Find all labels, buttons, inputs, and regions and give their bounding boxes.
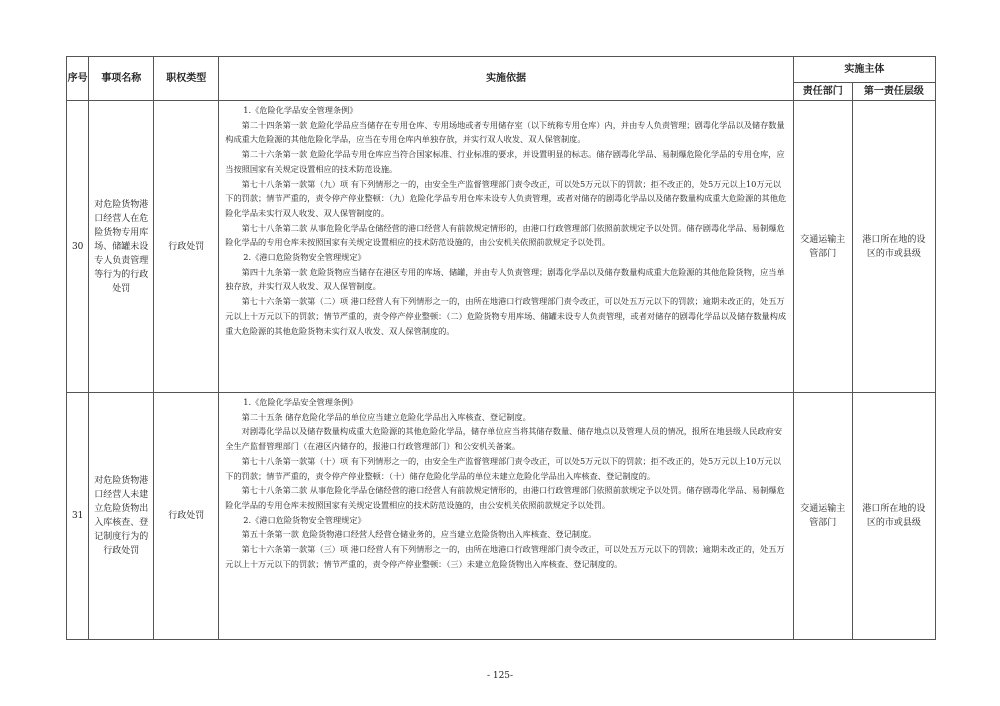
row-seq: 31 (67, 393, 89, 640)
table-row (67, 393, 936, 640)
row-name: 对危险货物港口经营人未建立危险货物出入库核查、登记制度行为的行政处罚 (89, 393, 154, 640)
basis-paragraph: 第七十六条第一款第（二）项 港口经营人有下列情形之一的，由所在地港口行政管理部门责令改正，可以处五万元以下的罚款；逾期未改正的，处五万元以上十万元以下的罚款；情节严重的，责令停产停业整顿：（二）危险货物专用库场、储罐未设专人负责管理，或者对储存的剧毒化学品以及储存数量构成重大危险源的其他危险货物未实行双人收发、双人保管制度的。 (225, 296, 787, 336)
basis-paragraph: 第二十六条第一款 危险化学品专用仓库应当符合国家标准、行业标准的要求，并设置明显的标志。储存剧毒化学品、易制爆危险化学品的专用仓库，应当按照国家有关规定设置相应的技术防范设施。 (225, 149, 785, 174)
header-seq: 序号 (67, 57, 89, 101)
row-dept: 交通运输主管部门 (793, 101, 852, 393)
basis-paragraph: 第七十八条第一款第（十）项 有下列情形之一的，由安全生产监督管理部门责令改正，可以处5万元以下的罚款；拒不改正的，处5万元以上10万元以下的罚款；情节严重的，责令停产停业整顿：（十）储存危险化学品的单位未建立危险化学品出入库核查、登记制度的。 (225, 455, 781, 481)
header-name: 事项名称 (89, 57, 154, 101)
header-row (67, 57, 936, 83)
basis-paragraph: 第七十八条第二款 从事危险化学品仓储经营的港口经营人有前款规定情形的，由港口行政管理部门依照前款规定予以处罚。储存剧毒化学品、易制爆危险化学品的专用仓库未按照国家有关规定设置相应的技术防范设施的，由公安机关依照前款规定予以处罚。 (225, 222, 785, 248)
row-dept: 交通运输主管部门 (793, 393, 852, 640)
page-number: - 125- (486, 671, 514, 681)
basis-paragraph: 第七十八条第一款第（九）项 有下列情形之一的，由安全生产监督管理部门责令改正，可以处5万元以下的罚款；拒不改正的，处5万元以上10万元以下的罚款；情节严重的，责令停产停业整顿：（九）危险化学品专用仓库未设专人负责管理，或者对储存的剧毒化学品以及储存数量构成重大危险源的其他危险化学品未实行双人收发、双人保管制度的。 (225, 178, 787, 218)
header-subject: 实施主体 (793, 57, 935, 83)
header-basis: 实施依据 (219, 57, 794, 101)
regulation-table (66, 56, 936, 640)
basis-paragraph: 第五十条第一款 危险货物港口经营人经营仓储业务的，应当建立危险货物出入库核查、登记制度。 (241, 529, 597, 540)
basis-source-title: 1.《危险化学品安全管理条例》 (243, 397, 358, 407)
basis-paragraph: 对剧毒化学品以及储存数量构成重大危险源的其他危险化学品，储存单位应当将其储存数量、储存地点以及管理人员的情况，报所在地县级人民政府安全生产监督管理部门（在港区内储存的，报港口行政管理部门）和公安机关备案。 (225, 426, 783, 452)
row-type: 行政处罚 (154, 393, 219, 640)
basis-paragraph: 第二十四条第一款 危险化学品应当储存在专用仓库、专用场地或者专用储存室（以下统称专用仓库）内，并由专人负责管理；剧毒化学品以及储存数量构成重大危险源的其他危险化学品，应当在专用仓库内单独存放，并实行双人收发、双人保管制度。 (225, 119, 785, 145)
basis-source-title: 1.《危险化学品安全管理条例》 (243, 105, 358, 115)
basis-paragraph: 第七十八条第二款 从事危险化学品仓储经营的港口经营人有前款规定情形的，由港口行政管理部门依照前款规定予以处罚。储存剧毒化学品、易制爆危险化学品的专用仓库未按照国家有关规定设置相应的技术防范设施的，由公安机关依照前款规定予以处罚。 (225, 485, 785, 510)
row-seq: 30 (67, 101, 89, 393)
basis-paragraph: 第二十五条 储存危险化学品的单位应当建立危险化学品出入库核查、登记制度。 (241, 411, 531, 422)
row-level: 港口所在地的设区的市或县级 (852, 101, 935, 393)
header-type: 职权类型 (154, 57, 219, 101)
row-name: 对危险货物港口经营人在危险货物专用库场、储罐未设专人负责管理等行为的行政处罚 (89, 101, 154, 393)
basis-paragraph: 第四十九条第一款 危险货物应当储存在港区专用的库场、储罐，并由专人负责管理；剧毒化学品以及储存数量构成重大危险源的其他危险货物，应当单独存放，并实行双人收发、双人保管制度。 (225, 266, 785, 292)
table-row (67, 101, 936, 393)
basis-paragraph: 第七十六条第一款第（三）项 港口经营人有下列情形之一的，由所在地港口行政管理部门责令改正，可以处五万元以下的罚款；逾期未改正的，处五万元以上十万元以下的罚款；情节严重的，责令停产停业整顿：（三）未建立危险货物出入库核查、登记制度的。 (225, 544, 785, 569)
header-dept: 责任部门 (793, 83, 852, 101)
row-type: 行政处罚 (154, 101, 219, 393)
row-level: 港口所在地的设区的市或县级 (852, 393, 935, 640)
row-basis (219, 101, 794, 393)
row-basis (219, 393, 794, 640)
basis-source-title: 2.《港口危险货物安全管理规定》 (243, 252, 366, 263)
header-level: 第一责任层级 (852, 83, 935, 101)
basis-source-title: 2.《港口危险货物安全管理规定》 (243, 514, 366, 525)
